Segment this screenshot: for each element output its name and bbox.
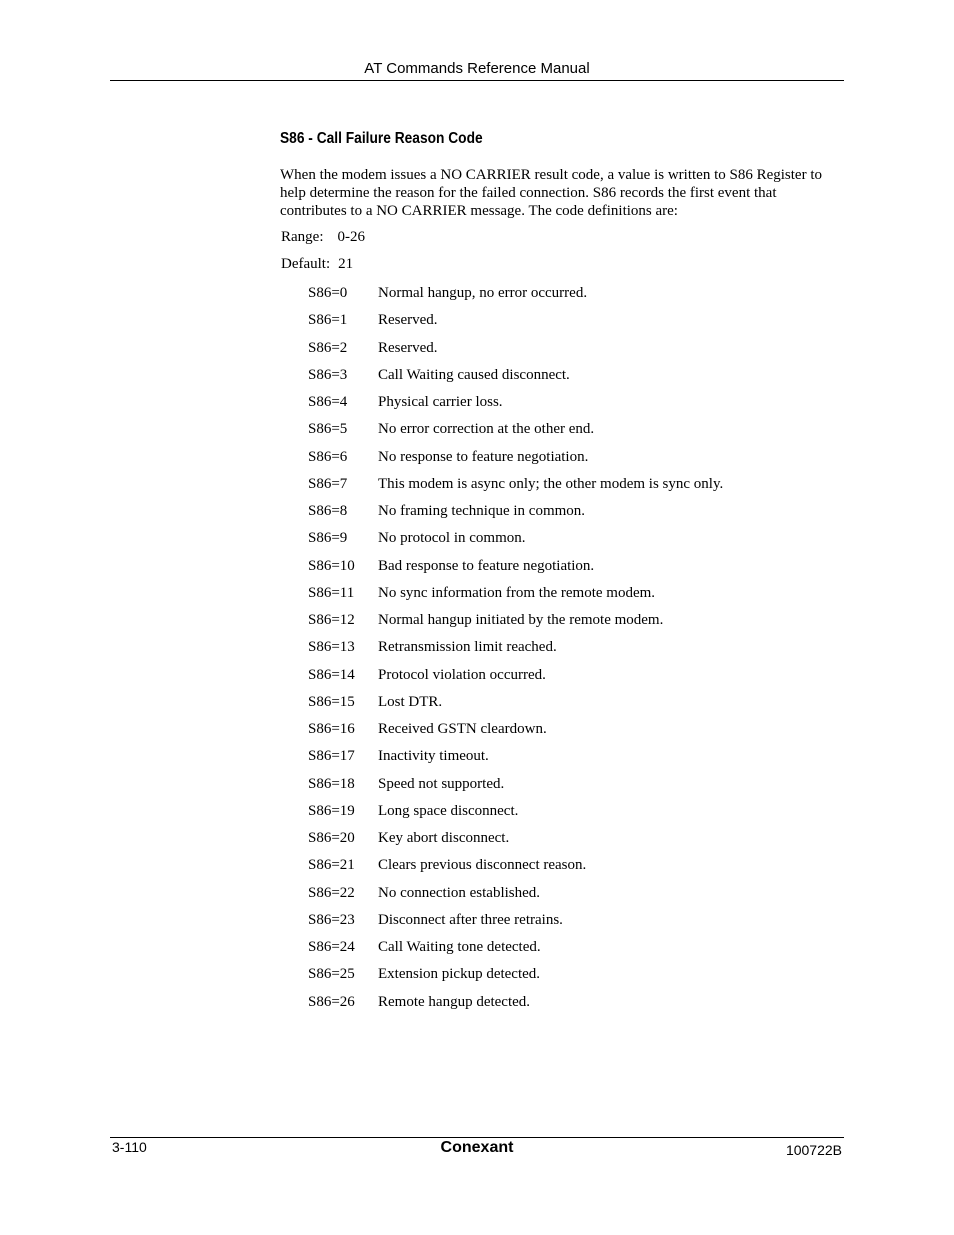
- code-value: S86=16: [308, 721, 355, 737]
- code-value: S86=15: [308, 693, 355, 710]
- code-description: No connection established.: [378, 884, 541, 901]
- default-value: 21: [338, 256, 354, 272]
- code-description: Inactivity timeout.: [378, 748, 489, 765]
- code-row: [308, 283, 723, 310]
- code-row: [308, 774, 723, 801]
- code-row: [308, 937, 723, 964]
- code-row: [308, 310, 723, 337]
- code-value: S86=21: [308, 857, 355, 874]
- code-description: Protocol violation occurred.: [378, 666, 546, 683]
- code-description: Lost DTR.: [378, 693, 443, 710]
- code-row: [308, 746, 723, 773]
- code-value: S86=9: [308, 530, 348, 547]
- code-value: S86=22: [308, 884, 355, 901]
- code-value: S86=17: [308, 748, 355, 765]
- code-description: Reserved.: [378, 339, 438, 356]
- code-description: Bad response to feature negotiation.: [378, 557, 595, 574]
- code-description: Normal hangup initiated by the remote modem.: [378, 612, 664, 628]
- range-label: Range:: [281, 229, 324, 245]
- code-row: [308, 365, 723, 392]
- code-row: [308, 528, 723, 555]
- code-row: [308, 583, 723, 610]
- code-value: S86=25: [308, 966, 355, 983]
- code-description: No error correction at the other end.: [378, 421, 595, 438]
- code-row: [308, 692, 723, 719]
- code-row: [308, 501, 723, 528]
- code-description: Received GSTN cleardown.: [378, 721, 547, 737]
- code-row: [308, 392, 723, 419]
- code-row: [308, 964, 723, 991]
- code-description: No response to feature negotiation.: [378, 448, 589, 465]
- document-number: 100722B: [785, 1142, 842, 1158]
- code-description: Extension pickup detected.: [378, 966, 541, 983]
- code-value: S86=0: [308, 285, 348, 301]
- section-heading: S86 - Call Failure Reason Code: [280, 130, 483, 147]
- code-description: No sync information from the remote modem.: [378, 584, 656, 601]
- code-description: No protocol in common.: [378, 530, 526, 547]
- code-row: [308, 610, 723, 637]
- code-value: S86=6: [308, 448, 348, 465]
- company-name: Conexant: [440, 1139, 514, 1156]
- code-value: S86=14: [308, 666, 355, 683]
- code-value: S86=8: [308, 503, 348, 519]
- code-description: Clears previous disconnect reason.: [378, 857, 587, 874]
- code-value: S86=13: [308, 639, 355, 656]
- range-value: 0-26: [337, 229, 365, 245]
- code-row: [308, 828, 723, 855]
- code-row: [308, 801, 723, 828]
- code-row: [308, 474, 723, 501]
- code-description: Call Waiting tone detected.: [378, 939, 541, 955]
- code-row: [308, 719, 723, 746]
- code-description: Key abort disconnect.: [378, 830, 510, 846]
- page-number: 3-110: [112, 1139, 147, 1155]
- default-label: Default:: [281, 256, 331, 272]
- code-row: [308, 637, 723, 664]
- code-row: [308, 855, 723, 882]
- code-value: S86=23: [308, 911, 355, 928]
- footer-divider: [110, 1137, 844, 1138]
- section-intro-paragraph: When the modem issues a NO CARRIER result code, a value is written to S86 Register to help determine the reason for the failed connection. S86 records the first event that contributes to a NO CARRIER message. The code definitions are:: [280, 167, 822, 219]
- code-description: Remote hangup detected.: [378, 993, 531, 1010]
- code-description: Retransmission limit reached.: [378, 639, 557, 656]
- code-description: Physical carrier loss.: [378, 394, 503, 410]
- code-description: This modem is async only; the other modem is sync only.: [378, 475, 724, 492]
- code-value: S86=19: [308, 802, 355, 819]
- code-row: [308, 447, 723, 474]
- code-description: Speed not supported.: [378, 775, 505, 792]
- code-row: [308, 665, 723, 692]
- default-row: [281, 256, 353, 273]
- code-row: [308, 556, 723, 583]
- range-row: [281, 229, 365, 246]
- running-header-title: AT Commands Reference Manual: [364, 60, 590, 77]
- code-value: S86=11: [308, 584, 355, 601]
- code-value: S86=20: [308, 830, 355, 846]
- code-value: S86=12: [308, 612, 355, 628]
- code-value: S86=26: [308, 993, 355, 1010]
- code-value: S86=2: [308, 339, 348, 356]
- code-value: S86=10: [308, 557, 355, 574]
- code-value: S86=3: [308, 366, 348, 383]
- code-description: Call Waiting caused disconnect.: [378, 366, 570, 383]
- code-description: Normal hangup, no error occurred.: [378, 285, 588, 301]
- header-divider: [110, 80, 844, 81]
- code-value: S86=1: [308, 312, 348, 329]
- code-value: S86=4: [308, 394, 348, 410]
- code-row: [308, 910, 723, 937]
- code-row: [308, 419, 723, 446]
- code-description: Long space disconnect.: [378, 802, 519, 819]
- code-description: Reserved.: [378, 312, 438, 329]
- code-row: [308, 883, 723, 910]
- code-value: S86=5: [308, 421, 348, 438]
- code-row: [308, 992, 723, 1019]
- code-value: S86=7: [308, 475, 348, 492]
- code-value: S86=18: [308, 775, 355, 792]
- code-description: No framing technique in common.: [378, 503, 586, 519]
- code-description: Disconnect after three retrains.: [378, 911, 563, 928]
- code-value: S86=24: [308, 939, 355, 955]
- code-row: [308, 338, 723, 365]
- code-definitions-list: [308, 283, 723, 1019]
